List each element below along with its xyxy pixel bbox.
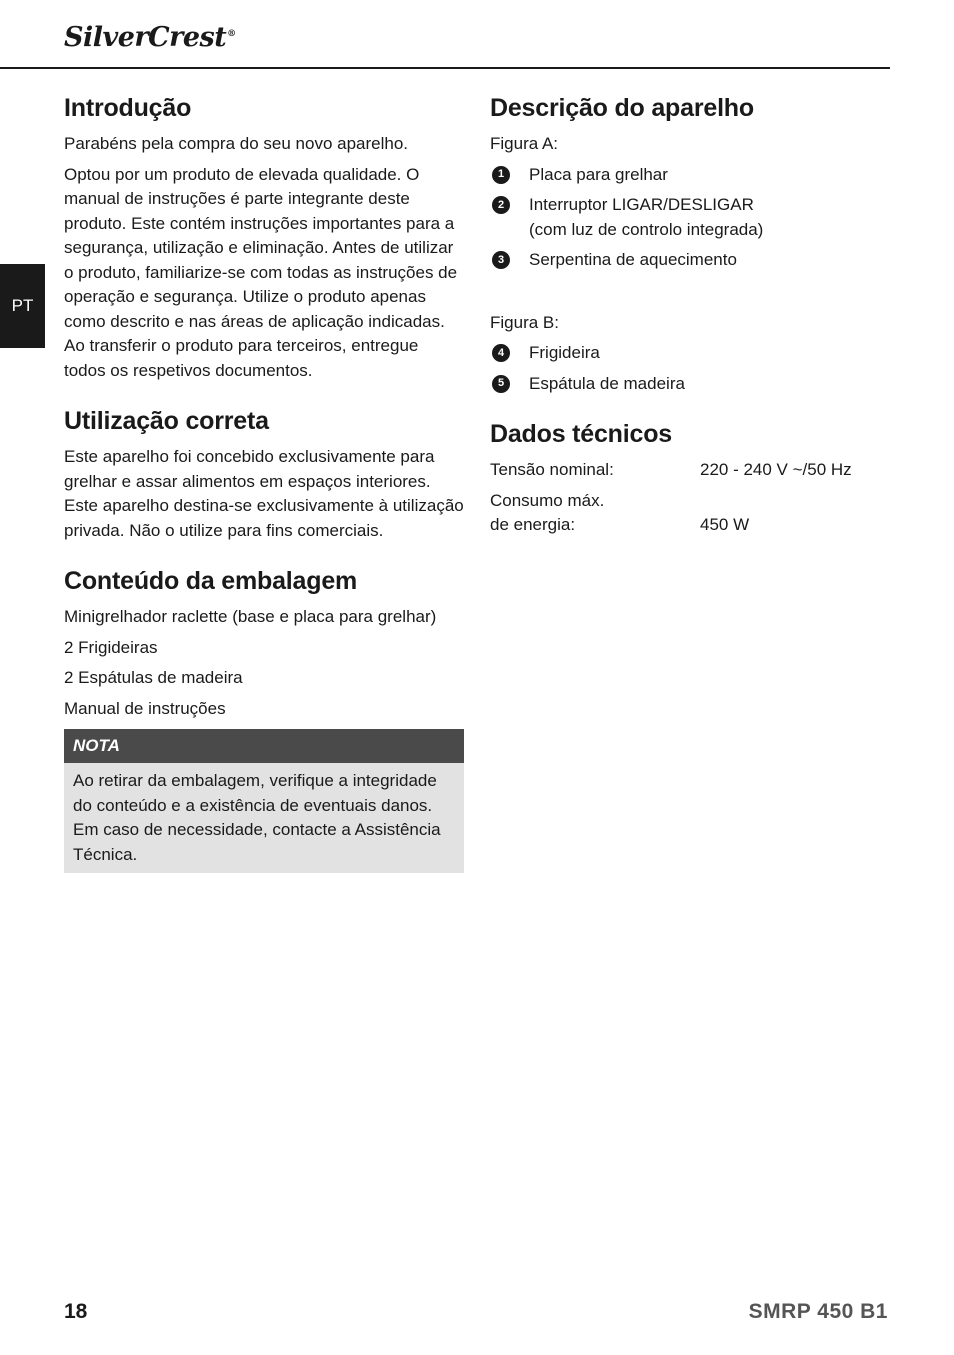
tech-value: 220 - 240 V ~/50 Hz: [700, 460, 852, 479]
list-item: 2 Frigideiras: [64, 637, 158, 657]
right-column: [490, 90, 890, 544]
descricao-title: Descrição do aparelho: [490, 94, 754, 122]
section-dados: [490, 416, 890, 538]
dados-title: Dados técnicos: [490, 420, 672, 448]
introducao-p2: Optou por um produto de elevada qualidade. O manual de instruções é parte integrante deste produto. Este contém instruções importantes para a segurança, utilização e eliminação. Antes de utilizar o produto, familiarize-se com todas as instruções de operação e segurança. Utilize o produto apenas como descrito e nas áreas de aplicação indicadas. Ao transferir o produto para terceiros, entregue todos os respetivos documentos.: [64, 164, 458, 380]
figure-b-label: Figura B:: [490, 312, 559, 332]
section-introducao: [64, 90, 464, 383]
figure-item: [490, 372, 890, 397]
figure-item-text: Frigideira: [529, 343, 600, 362]
figure-item-text: Espátula de madeira: [529, 373, 685, 393]
language-tab: PT: [0, 264, 45, 348]
utilizacao-title: Utilização correta: [64, 407, 269, 435]
conteudo-title: Conteúdo da embalagem: [64, 567, 358, 595]
utilizacao-p1: Este aparelho foi concebido exclusivamente para grelhar e assar alimentos em espaços interiores. Este aparelho destina-se exclusivamente à utilização privada. Não o utilize para fins comerciais.: [64, 447, 464, 540]
spacer: [490, 279, 890, 311]
figure-item: [490, 163, 890, 188]
header-rule: [0, 67, 890, 69]
registered-mark: ®: [227, 29, 236, 39]
figure-item-text: Serpentina de aquecimento: [529, 250, 737, 269]
figure-a-label: Figura A:: [490, 134, 559, 153]
brand-logo: [64, 22, 236, 53]
tech-row: [490, 458, 890, 483]
tech-value: 450 W: [700, 515, 750, 534]
note-label: NOTA: [64, 729, 464, 763]
introducao-p1: Parabéns pela compra do seu novo aparelho.: [64, 134, 409, 153]
section-utilizacao: [64, 403, 464, 543]
section-conteudo: [64, 563, 464, 721]
tech-label: Tensão nominal:: [490, 460, 614, 479]
figure-item: [490, 341, 890, 366]
note-box: [64, 729, 464, 873]
number-badge-icon: 2: [492, 196, 510, 214]
list-item: Minigrelhador raclette (base e placa para grelhar): [64, 607, 437, 626]
number-badge-icon: 4: [492, 344, 510, 362]
number-badge-icon: 5: [492, 375, 510, 393]
tech-row: [490, 489, 890, 538]
brand-name: SilverCrest: [64, 22, 227, 53]
figure-item-text: Placa para grelhar: [529, 164, 668, 184]
figure-item: [490, 193, 890, 242]
page-number: 18: [64, 1300, 88, 1323]
figure-item: [490, 248, 890, 273]
model-number: SMRP 450 B1: [748, 1300, 888, 1323]
section-descricao: [490, 90, 890, 396]
list-item: 2 Espátulas de madeira: [64, 668, 243, 687]
left-column: [64, 90, 464, 873]
number-badge-icon: 3: [492, 251, 510, 269]
introducao-title: Introdução: [64, 94, 192, 122]
number-badge-icon: 1: [492, 166, 510, 184]
list-item: Manual de instruções: [64, 698, 226, 718]
note-text: Ao retirar da embalagem, verifique a integridade do conteúdo e a existência de eventuais danos. Em caso de necessidade, contacte a Assistência Técnica.: [64, 763, 464, 873]
tech-label: Consumo máx. de energia:: [490, 490, 605, 534]
figure-item-text: Interruptor LIGAR/DESLIGAR (com luz de controlo integrada): [529, 195, 764, 239]
